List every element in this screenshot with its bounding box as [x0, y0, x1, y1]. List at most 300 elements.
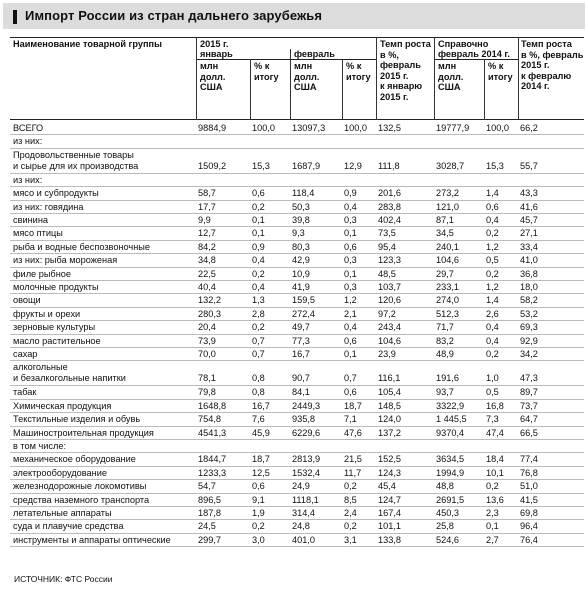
header-divider: [196, 37, 197, 120]
row-label: свинина: [13, 215, 48, 225]
cell-growth-feb-jan: 124,3: [378, 467, 401, 478]
cell-jan-usd: 40,4: [198, 282, 216, 292]
cell-feb2014-pct: 0,2: [486, 349, 499, 359]
row-label: электрооборудование: [13, 467, 107, 478]
cell-feb-usd: 49,7: [292, 322, 310, 333]
row-label: мясо и субпродукты: [13, 188, 99, 199]
cell-growth-yoy: 41,5: [520, 494, 538, 505]
cell-feb-pct: 0,9: [344, 188, 357, 199]
cell-feb2014-usd: 121,0: [436, 201, 459, 212]
cell-feb-usd: 1532,4: [292, 467, 321, 478]
table-row: [0, 494, 588, 507]
table-row: [0, 281, 588, 294]
cell-feb2014-pct: 16,8: [486, 400, 504, 411]
cell-feb2014-usd: 512,3: [436, 308, 459, 319]
cell-feb2014-pct: 100,0: [486, 123, 509, 133]
header-divider: [484, 59, 485, 120]
cell-growth-feb-jan: 23,9: [378, 349, 396, 359]
table-row: [0, 361, 588, 386]
cell-feb2014-pct: 2,6: [486, 308, 499, 319]
cell-jan-pct: 0,2: [252, 201, 265, 212]
cell-feb-pct: 0,4: [344, 322, 357, 333]
cell-growth-feb-jan: 73,5: [378, 228, 396, 239]
title-marker: [13, 10, 17, 24]
cell-growth-yoy: 92,9: [520, 335, 538, 346]
growth-header: Темп роста в %, февраль 2015 г. к январю 2015 г.: [380, 39, 431, 102]
table-row: [0, 480, 588, 493]
cell-feb-usd: 42,9: [292, 255, 310, 266]
cell-growth-feb-jan: 111,8: [378, 160, 400, 171]
cell-feb2014-pct: 0,2: [486, 228, 499, 239]
cell-feb2014-usd: 19777,9: [436, 123, 470, 133]
cell-growth-feb-jan: 101,1: [378, 521, 401, 532]
cell-growth-feb-jan: 104,6: [378, 335, 401, 346]
cell-growth-yoy: 18,0: [520, 282, 538, 292]
row-label: механическое оборудование: [13, 454, 136, 465]
cell-feb2014-usd: 450,3: [436, 508, 459, 518]
cell-feb-usd: 2449,3: [292, 400, 321, 411]
cell-jan-usd: 58,7: [198, 188, 216, 199]
cell-jan-usd: 299,7: [198, 534, 221, 545]
cell-feb-pct: 12,9: [344, 160, 362, 171]
cell-jan-usd: 34,8: [198, 255, 216, 266]
cell-feb2014-pct: 0,2: [486, 481, 499, 492]
row-label: в том числе:: [13, 441, 67, 451]
cell-feb-pct: 0,3: [344, 215, 357, 225]
cell-feb-pct: 0,2: [344, 481, 357, 492]
cell-feb-usd: 1118,1: [292, 494, 319, 505]
cell-growth-yoy: 58,2: [520, 295, 538, 306]
cell-feb2014-usd: 191,6: [436, 373, 459, 384]
cell-jan-usd: 187,8: [198, 508, 221, 518]
cell-growth-yoy: 47,3: [520, 373, 538, 384]
cell-feb-pct: 1,2: [344, 295, 357, 306]
feb-2014-usd-header: млн долл. США: [438, 61, 464, 92]
cell-feb2014-usd: 274,0: [436, 295, 459, 306]
cell-feb2014-usd: 1994,9: [436, 467, 465, 478]
cell-jan-usd: 54,7: [198, 481, 216, 492]
cell-growth-feb-jan: 95,4: [378, 241, 396, 252]
row-label: инструменты и аппараты оптические: [13, 534, 171, 545]
table-row: [0, 135, 588, 148]
cell-jan-pct: 0,4: [252, 282, 265, 292]
cell-feb2014-usd: 48,9: [436, 349, 454, 359]
table-row: [0, 268, 588, 281]
cell-jan-pct: 0,7: [252, 349, 265, 359]
row-label: алкогольные и безалкогольные напитки: [13, 362, 126, 384]
cell-jan-pct: 0,4: [252, 255, 265, 266]
cell-growth-yoy: 96,4: [520, 521, 538, 532]
cell-feb2014-usd: 3028,7: [436, 160, 465, 171]
cell-jan-pct: 0,7: [252, 335, 265, 346]
cell-feb-pct: 0,6: [344, 335, 357, 346]
cell-feb-usd: 24,8: [292, 521, 310, 532]
table-row: [0, 254, 588, 267]
cell-jan-pct: 12,5: [252, 467, 270, 478]
cell-jan-usd: 20,4: [198, 322, 216, 333]
source-note: ИСТОЧНИК: ФТС России: [14, 574, 113, 584]
cell-growth-feb-jan: 137,2: [378, 427, 401, 438]
row-label: рыба и водные беспозвоночные: [13, 241, 150, 252]
row-label: железнодорожные локомотивы: [13, 481, 147, 492]
cell-growth-feb-jan: 124,0: [378, 414, 401, 425]
table-row: [0, 227, 588, 240]
cell-feb-usd: 118,4: [292, 188, 315, 199]
cell-growth-feb-jan: 105,4: [378, 387, 401, 398]
cell-feb2014-pct: 2,7: [486, 534, 499, 545]
cell-feb2014-usd: 83,2: [436, 335, 454, 346]
cell-feb-usd: 50,3: [292, 201, 310, 212]
table-row: [0, 534, 588, 547]
february-header: февраль: [294, 49, 335, 59]
cell-feb-pct: 0,3: [344, 282, 357, 292]
cell-jan-pct: 0,2: [252, 268, 265, 279]
cell-feb2014-usd: 240,1: [436, 241, 459, 252]
cell-growth-feb-jan: 120,6: [378, 295, 401, 306]
cell-growth-yoy: 64,7: [520, 414, 538, 425]
cell-jan-usd: 4541,3: [198, 427, 227, 438]
cell-feb2014-pct: 1,4: [486, 295, 499, 306]
cell-growth-feb-jan: 133,8: [378, 534, 401, 545]
cell-jan-pct: 0,2: [252, 322, 265, 333]
year-2015-header: 2015 г.: [200, 39, 229, 49]
row-label: ВСЕГО: [13, 123, 44, 133]
cell-feb-usd: 401,0: [292, 534, 315, 545]
cell-feb2014-usd: 9370,4: [436, 427, 465, 438]
cell-feb-pct: 18,7: [344, 400, 362, 411]
cell-growth-yoy: 66,2: [520, 123, 538, 133]
row-label: фрукты и орехи: [13, 308, 81, 319]
cell-feb-usd: 9,3: [292, 228, 305, 239]
cell-growth-yoy: 36,8: [520, 268, 538, 279]
cell-feb-pct: 21,5: [344, 454, 362, 465]
january-usd-header: млн долл. США: [200, 61, 226, 92]
cell-feb2014-usd: 93,7: [436, 387, 454, 398]
growth-yoy-header: Темп роста в %, февраль 2015 г. к февралю 2014 г.: [521, 39, 584, 91]
row-label: молочные продукты: [13, 282, 99, 292]
cell-growth-yoy: 55,7: [520, 160, 538, 171]
february-usd-header: млн долл. США: [294, 61, 320, 92]
cell-feb-pct: 7,1: [344, 414, 357, 425]
cell-jan-usd: 84,2: [198, 241, 216, 252]
cell-feb-pct: 47,6: [344, 427, 362, 438]
cell-feb2014-pct: 1,4: [486, 188, 499, 199]
cell-feb2014-pct: 7,3: [486, 414, 499, 425]
cell-feb-usd: 24,9: [292, 481, 310, 492]
cell-feb2014-usd: 104,6: [436, 255, 459, 266]
cell-growth-yoy: 45,7: [520, 215, 538, 225]
row-label: летательные аппараты: [13, 508, 112, 518]
cell-jan-usd: 1509,2: [198, 160, 227, 171]
cell-feb2014-pct: 0,4: [486, 215, 499, 225]
header-divider: [518, 37, 519, 120]
row-label: из них: рыба мороженая: [13, 255, 118, 266]
cell-growth-feb-jan: 97,2: [378, 308, 396, 319]
cell-jan-usd: 754,8: [198, 414, 221, 425]
row-label: Машиностроительная продукция: [13, 427, 154, 438]
cell-feb-pct: 0,6: [344, 241, 357, 252]
cell-jan-pct: 0,8: [252, 387, 265, 398]
header-divider: [250, 59, 251, 120]
cell-feb2014-pct: 18,4: [486, 454, 504, 465]
table-row: [0, 122, 588, 135]
cell-feb-pct: 3,1: [344, 534, 357, 545]
row-label: зерновые культуры: [13, 322, 96, 333]
row-label: мясо птицы: [13, 228, 63, 239]
cell-growth-yoy: 76,4: [520, 534, 538, 545]
cell-growth-feb-jan: 167,4: [378, 508, 401, 518]
cell-feb-pct: 0,7: [344, 373, 357, 384]
cell-jan-usd: 9,9: [198, 215, 211, 225]
table-row: [0, 453, 588, 466]
cell-feb2014-pct: 0,2: [486, 268, 499, 279]
row-label: масло растительное: [13, 335, 101, 346]
table-row: [0, 187, 588, 200]
cell-jan-pct: 45,9: [252, 427, 270, 438]
cell-feb-usd: 13097,3: [292, 123, 326, 133]
cell-jan-usd: 1648,8: [198, 400, 227, 411]
cell-feb2014-usd: 87,1: [436, 215, 454, 225]
cell-feb-usd: 159,5: [292, 295, 315, 306]
table-row: [0, 413, 588, 426]
cell-growth-yoy: 76,8: [520, 467, 538, 478]
cell-feb-usd: 90,7: [292, 373, 310, 384]
group-name-header: Наименование товарной группы: [13, 39, 162, 49]
cell-jan-usd: 22,5: [198, 268, 216, 279]
table-row: [0, 174, 588, 187]
header-divider: [342, 59, 343, 120]
table-row: [0, 440, 588, 453]
cell-feb2014-usd: 1 445,5: [436, 414, 467, 425]
cell-feb2014-pct: 0,5: [486, 387, 499, 398]
table-row: [0, 214, 588, 227]
cell-jan-pct: 0,1: [252, 215, 265, 225]
cell-feb2014-usd: 3322,9: [436, 400, 465, 411]
row-label: Продовольственные товары и сырье для их производства: [13, 149, 139, 171]
cell-growth-yoy: 66,5: [520, 427, 538, 438]
feb-2014-header: февраль 2014 г.: [438, 49, 510, 59]
cell-feb2014-usd: 34,5: [436, 228, 454, 239]
cell-feb-pct: 0,4: [344, 201, 357, 212]
header-divider: [290, 49, 291, 120]
cell-growth-yoy: 89,7: [520, 387, 538, 398]
table-row: [0, 149, 588, 174]
row-label: овощи: [13, 295, 41, 306]
table-row: [0, 335, 588, 348]
cell-feb2014-usd: 71,7: [436, 322, 454, 333]
cell-jan-pct: 0,6: [252, 188, 265, 199]
cell-feb2014-usd: 29,7: [436, 268, 454, 279]
cell-jan-pct: 0,6: [252, 481, 265, 492]
table-row: [0, 241, 588, 254]
cell-jan-pct: 2,8: [252, 308, 265, 319]
row-label: табак: [13, 387, 37, 398]
cell-feb2014-pct: 1,0: [486, 373, 499, 384]
table-row: [0, 400, 588, 413]
row-label: сахар: [13, 349, 38, 359]
cell-feb2014-pct: 10,1: [486, 467, 504, 478]
cell-feb-usd: 10,9: [292, 268, 310, 279]
january-header: январь: [200, 49, 233, 59]
cell-feb2014-pct: 1,2: [486, 282, 499, 292]
row-divider: [10, 546, 584, 547]
cell-feb-pct: 2,1: [344, 308, 357, 319]
table-row: [0, 507, 588, 520]
header-top-rule: [10, 37, 584, 38]
cell-feb-pct: 0,1: [344, 228, 357, 239]
cell-growth-yoy: 73,7: [520, 400, 538, 411]
cell-feb-usd: 16,7: [292, 349, 310, 359]
cell-growth-feb-jan: 402,4: [378, 215, 401, 225]
cell-feb2014-usd: 273,2: [436, 188, 459, 199]
row-label: средства наземного транспорта: [13, 494, 150, 505]
feb-2014-pct-header: % к итогу: [488, 61, 513, 82]
cell-feb-pct: 2,4: [344, 508, 357, 518]
cell-growth-yoy: 51,0: [520, 481, 538, 492]
table-row: [0, 201, 588, 214]
cell-jan-usd: 79,8: [198, 387, 216, 398]
cell-jan-pct: 0,8: [252, 373, 265, 384]
cell-growth-yoy: 69,8: [520, 508, 538, 518]
cell-feb-pct: 0,3: [344, 255, 357, 266]
cell-jan-pct: 100,0: [252, 123, 275, 133]
cell-feb2014-pct: 0,4: [486, 335, 499, 346]
cell-jan-pct: 18,7: [252, 454, 270, 465]
row-label: из них:: [13, 174, 43, 185]
cell-jan-usd: 70,0: [198, 349, 216, 359]
header-bottom-rule: [10, 119, 584, 120]
cell-growth-feb-jan: 124,7: [378, 494, 401, 505]
row-label: из них: говядина: [13, 201, 84, 212]
cell-jan-usd: 73,9: [198, 335, 216, 346]
cell-feb2014-usd: 48,8: [436, 481, 454, 492]
cell-jan-usd: 1233,3: [198, 467, 227, 478]
row-label: суда и плавучие средства: [13, 521, 124, 532]
cell-feb-usd: 6229,6: [292, 427, 321, 438]
table-row: [0, 427, 588, 440]
cell-jan-pct: 1,9: [252, 508, 265, 518]
header-divider: [376, 37, 377, 120]
cell-feb-usd: 39,8: [292, 215, 310, 225]
cell-feb2014-pct: 13,6: [486, 494, 504, 505]
cell-jan-pct: 7,6: [252, 414, 265, 425]
cell-jan-pct: 3,0: [252, 534, 265, 545]
cell-growth-feb-jan: 103,7: [378, 282, 401, 292]
cell-growth-feb-jan: 132,5: [378, 123, 401, 133]
january-pct-header: % к итогу: [254, 61, 279, 82]
cell-growth-yoy: 41,6: [520, 201, 538, 212]
cell-jan-usd: 24,5: [198, 521, 216, 532]
cell-feb2014-pct: 0,4: [486, 322, 499, 333]
table-row: [0, 294, 588, 307]
cell-growth-feb-jan: 123,3: [378, 255, 401, 266]
cell-feb-pct: 0,1: [344, 268, 357, 279]
cell-growth-yoy: 27,1: [520, 228, 538, 239]
cell-feb-pct: 8,5: [344, 494, 357, 505]
cell-jan-pct: 0,2: [252, 521, 265, 532]
page-title: Импорт России из стран дальнего зарубежья: [25, 8, 323, 23]
cell-feb-usd: 272,4: [292, 308, 315, 319]
cell-growth-yoy: 53,2: [520, 308, 538, 319]
cell-growth-feb-jan: 243,4: [378, 322, 401, 333]
cell-feb-usd: 41,9: [292, 282, 310, 292]
cell-jan-usd: 1844,7: [198, 454, 227, 465]
cell-feb-pct: 0,1: [344, 349, 357, 359]
cell-jan-pct: 1,3: [252, 295, 265, 306]
cell-feb2014-usd: 25,8: [436, 521, 454, 532]
cell-jan-pct: 0,1: [252, 228, 265, 239]
cell-feb2014-pct: 2,3: [486, 508, 499, 518]
cell-feb-usd: 314,4: [292, 508, 315, 518]
cell-feb-usd: 1687,9: [292, 160, 321, 171]
reference-header: Справочно: [438, 39, 489, 49]
cell-feb2014-pct: 0,6: [486, 201, 499, 212]
cell-feb2014-pct: 47,4: [486, 427, 504, 438]
table-row: [0, 467, 588, 480]
cell-jan-usd: 9884,9: [198, 123, 227, 133]
row-label: Химическая продукция: [13, 400, 112, 411]
cell-feb-usd: 2813,9: [292, 454, 321, 465]
header-divider: [434, 37, 435, 120]
cell-feb-pct: 11,7: [344, 467, 362, 478]
cell-feb-usd: 80,3: [292, 241, 310, 252]
cell-feb-usd: 84,1: [292, 387, 310, 398]
cell-jan-usd: 17,7: [198, 201, 216, 212]
cell-growth-feb-jan: 45,4: [378, 481, 396, 492]
cell-feb-pct: 0,2: [344, 521, 357, 532]
cell-feb-pct: 0,6: [344, 387, 357, 398]
cell-growth-feb-jan: 152,5: [378, 454, 401, 465]
table-row: [0, 386, 588, 399]
cell-feb-usd: 935,8: [292, 414, 315, 425]
row-label: Текстильные изделия и обувь: [13, 414, 141, 425]
cell-feb2014-pct: 1,2: [486, 241, 499, 252]
table-row: [0, 348, 588, 361]
cell-growth-yoy: 69,3: [520, 322, 538, 333]
cell-jan-usd: 280,3: [198, 308, 221, 319]
table-row: [0, 520, 588, 533]
cell-feb2014-usd: 2691,5: [436, 494, 465, 505]
cell-jan-pct: 0,9: [252, 241, 265, 252]
table-row: [0, 308, 588, 321]
title-bar: [3, 3, 585, 29]
cell-growth-feb-jan: 116,1: [378, 373, 401, 384]
cell-jan-usd: 12,7: [198, 228, 216, 239]
cell-feb2014-usd: 233,1: [436, 282, 459, 292]
cell-jan-usd: 78,1: [198, 373, 216, 384]
cell-feb-usd: 77,3: [292, 335, 310, 346]
cell-growth-yoy: 77,4: [520, 454, 538, 465]
cell-growth-yoy: 33,4: [520, 241, 538, 252]
cell-growth-feb-jan: 201,6: [378, 188, 401, 199]
cell-growth-feb-jan: 48,5: [378, 268, 396, 279]
cell-growth-yoy: 43,3: [520, 188, 538, 199]
cell-feb2014-pct: 15,3: [486, 160, 504, 171]
row-label: из них:: [13, 136, 43, 147]
cell-jan-usd: 896,5: [198, 494, 221, 505]
cell-feb2014-pct: 0,1: [486, 521, 499, 532]
february-pct-header: % к итогу: [346, 61, 371, 82]
cell-feb2014-usd: 3634,5: [436, 454, 465, 465]
cell-feb2014-pct: 0,5: [486, 255, 499, 266]
cell-jan-pct: 9,1: [252, 494, 265, 505]
table-row: [0, 321, 588, 334]
cell-feb-pct: 100,0: [344, 123, 367, 133]
cell-jan-pct: 16,7: [252, 400, 270, 411]
cell-growth-yoy: 41,0: [520, 255, 538, 266]
cell-growth-yoy: 34,2: [520, 349, 538, 359]
cell-feb2014-usd: 524,6: [436, 534, 459, 545]
